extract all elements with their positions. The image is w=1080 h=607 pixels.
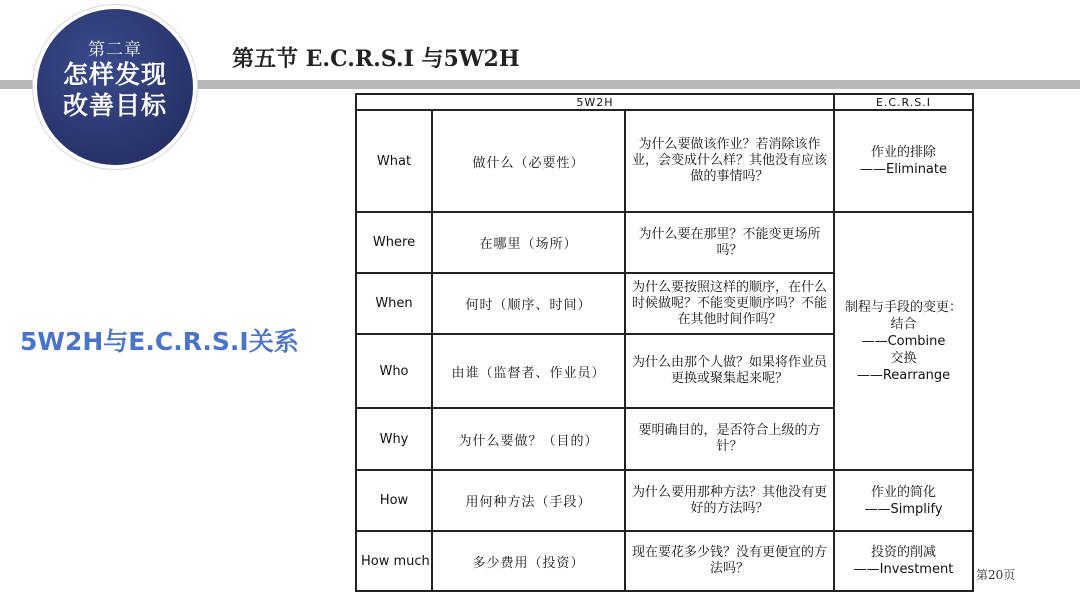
row-howmuch-zh: 多少费用（投资） [432,531,625,591]
row-why-zh: 为什么要做？（目的） [432,408,625,470]
row-how-en: How [356,470,432,531]
row-howmuch-question: 现在要花多少钱？没有更便宜的方法吗？ [625,531,834,591]
row-what-question: 为什么要做该作业？若消除该作业，会变成什么样？其他没有应该做的事情吗？ [625,110,834,212]
header-ecrsi: E.C.R.S.I [834,94,973,110]
row-who-zh: 由谁（监督者、作业员） [432,334,625,408]
table-row [356,531,973,591]
rearrange-en: ——Rearrange [856,367,951,383]
ecrsi-simplify [834,470,973,531]
ecrsi-eliminate [834,110,973,212]
chapter-label: 第二章 [88,40,142,60]
row-what-en: What [356,110,432,212]
chapter-title-line2: 改善目标 [62,91,167,120]
combine-zh: 制程与手段的变更：结合 [844,299,962,332]
side-title: 5W2H与E.C.R.S.I关系 [20,327,299,356]
row-how-question: 为什么要用那种方法？其他没有更好的方法吗？ [625,470,834,531]
row-what-zh: 做什么（必要性） [432,110,625,212]
table-header-row [356,94,973,110]
ecrsi-combine-rearrange [834,212,973,470]
page-number: 第20页 [976,568,1016,582]
header-5w2h: 5W2H [356,94,834,110]
chapter-title-line1: 怎样发现 [62,60,167,89]
row-howmuch-en: How much [356,531,432,591]
chapter-badge [37,9,193,165]
row-when-question: 为什么要按照这样的顺序，在什么时候做呢？不能变更顺序吗？不能在其他时间作吗？ [625,273,834,334]
row-who-question: 为什么由那个人做？如果将作业员更换或聚集起来呢？ [625,334,834,408]
row-where-en: Where [356,212,432,273]
eliminate-en: ——Eliminate [859,162,947,177]
row-how-zh: 用何种方法（手段） [432,470,625,531]
row-when-zh: 何时（顺序、时间） [432,273,625,334]
chapter-title [37,59,193,121]
row-where-zh: 在哪里（场所） [432,212,625,273]
row-who-en: Who [356,334,432,408]
ecrsi-investment [834,531,973,591]
simplify-zh: 作业的简化 [870,484,936,500]
table-row [356,212,973,273]
table-row [356,470,973,531]
table-row [356,110,973,212]
row-why-question: 要明确目的，是否符合上级的方针？ [625,408,834,470]
rearrange-zh: 交换 [890,350,917,366]
row-where-question: 为什么要在那里？不能变更场所吗？ [625,212,834,273]
row-why-en: Why [356,408,432,470]
relation-table [355,93,974,592]
eliminate-zh: 作业的排除 [870,145,936,160]
combine-en: ——Combine [861,333,946,349]
simplify-en: ——Simplify [864,501,943,517]
section-title: 第五节 E.C.R.S.I 与5W2H [232,46,520,72]
investment-en: ——Investment [853,562,954,577]
investment-zh: 投资的削减 [870,545,936,560]
row-when-en: When [356,273,432,334]
